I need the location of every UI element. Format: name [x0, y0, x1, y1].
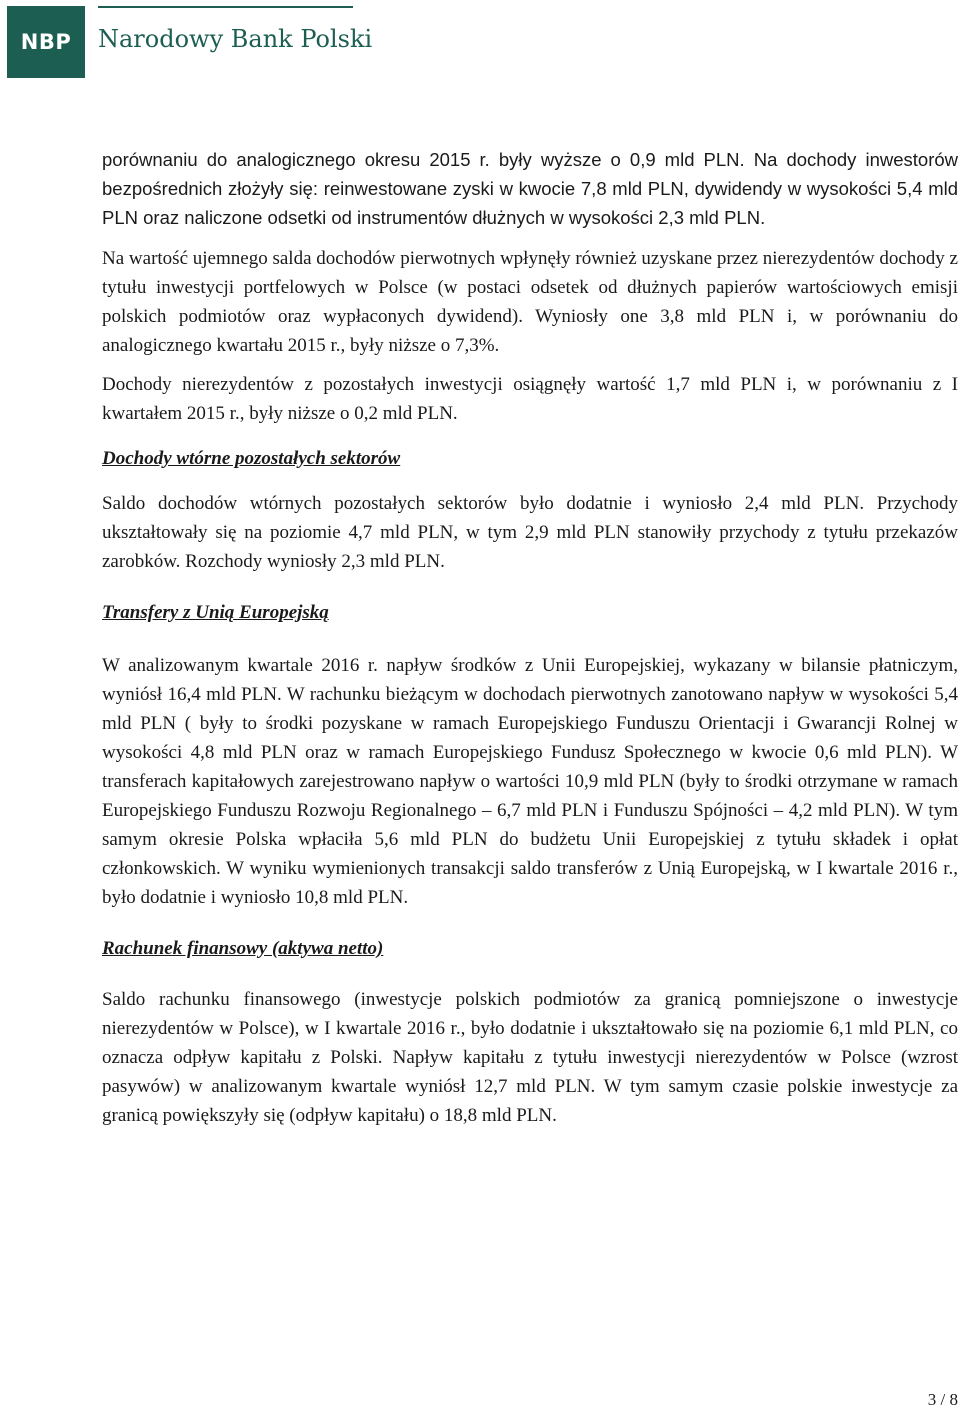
- header-rule: [98, 6, 353, 8]
- paragraph-eu-transfers: W analizowanym kwartale 2016 r. napływ środków z Unii Europejskiej, wykazany w bilansie płatniczym, wyniósł 16,4 mld PLN. W rachunku bieżącym w dochodach pierwotnych zanotowano napływ w wysokości 5,4 mld PLN ( były to środki pozyskane w ramach Europejskiego Funduszu Orientacji i Gwarancji Rolnej w wysokości 4,8 mld PLN oraz w ramach Europejskiego Fundusz Społecznego w kwocie 0,6 mld PLN). W transferach kapitałowych zarejestrowano napływ o wartości 10,9 mld PLN (były to środki otrzymane w ramach Europejskiego Funduszu Rozwoju Regionalnego – 6,7 mld PLN i Funduszu Spójności – 4,2 mld PLN). W tym samym okresie Polska wpłaciła 5,6 mld PLN do budżetu Unii Europejskiej z tytułu składek i opłat członkowskich. W wyniku wymienionych transakcji saldo transferów z Unią Europejską, w I kwartale 2016 r., było dodatnie i wyniosło 10,8 mld PLN.: [102, 655, 958, 908]
- paragraph-secondary-income: Saldo dochodów wtórnych pozostałych sektorów było dodatnie i wyniosło 2,4 mld PLN. Przychody ukształtowały się na poziomie 4,7 mld PLN, w tym 2,9 mld PLN stanowiły przychody z tytułu przekazów zarobków. Rozchody wyniosły 2,3 mld PLN.: [102, 493, 958, 572]
- nbp-logo: NBP: [7, 6, 85, 78]
- heading-secondary-income: Dochody wtórne pozostałych sektorów: [102, 448, 401, 469]
- page-header: [7, 6, 373, 78]
- paragraph-fdi-income: porównaniu do analogicznego okresu 2015 r. były wyższe o 0,9 mld PLN. Na dochody inwestorów bezpośrednich złożyły się: reinwestowane zyski w kwocie 7,8 mld PLN, dywidendy w wysokości 5,4 mld PLN oraz naliczone odsetki od instrumentów dłużnych w wysokości 2,3 mld PLN.: [102, 149, 958, 228]
- heading-financial-account: Rachunek finansowy (aktywa netto): [102, 938, 384, 959]
- page-number: 3 / 8: [927, 1390, 958, 1409]
- bank-name: Narodowy Bank Polski: [98, 25, 373, 53]
- paragraph-financial-account: Saldo rachunku finansowego (inwestycje polskich podmiotów za granicą pomniejszone o inwestycje nierezydentów w Polsce), w I kwartale 2016 r., było dodatnie i ukształtowało się na poziomie 6,1 mld PLN, co oznacza odpływ kapitału z Polski. Napływ kapitału z tytułu inwestycji nierezydentów w Polsce (wzrost pasywów) w analizowanym kwartale wyniósł 12,7 mld PLN. W tym samym czasie polskie inwestycje za granicą powiększyły się (odpływ kapitału) o 18,8 mld PLN.: [102, 989, 958, 1126]
- paragraph-portfolio-income: Na wartość ujemnego salda dochodów pierwotnych wpłynęły również uzyskane przez nierezydentów dochody z tytułu inwestycji portfelowych w Polsce (w postaci odsetek od dłużnych papierów wartościowych emisji polskich podmiotów oraz wypłaconych dywidend). Wyniosły one 3,8 mld PLN i, w porównaniu do analogicznego kwartału 2015 r., były niższe o 7,3%.: [102, 248, 958, 356]
- heading-eu-transfers: Transfery z Unią Europejską: [102, 602, 329, 623]
- document-body: [102, 145, 958, 1130]
- paragraph-other-investment-income: Dochody nierezydentów z pozostałych inwestycji osiągnęły wartość 1,7 mld PLN i, w porównaniu z I kwartałem 2015 r., były niższe o 0,2 mld PLN.: [102, 374, 958, 424]
